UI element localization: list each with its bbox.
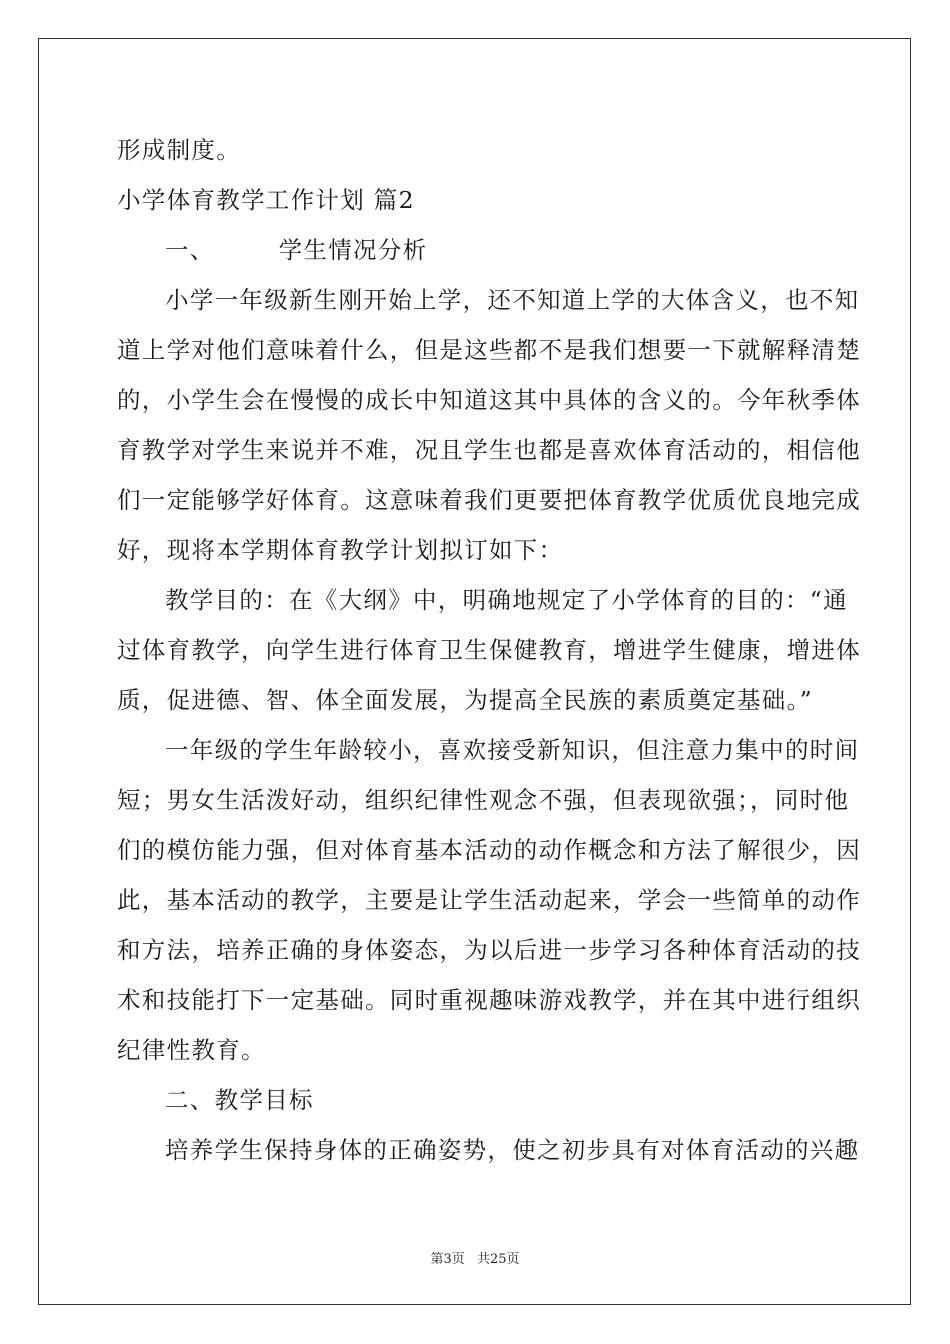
text-line: 此，基本活动的教学，主要是让学生活动起来，学会一些简单的动作	[117, 886, 861, 914]
heading-line	[165, 235, 427, 265]
text-line: 形成制度。	[117, 136, 241, 164]
text-line: 一年级的学生年龄较小，喜欢接受新知识，但注意力集中的时间	[165, 736, 860, 764]
text-line: 的，小学生会在慢慢的成长中知道这其中具体的含义的。今年秋季体	[117, 386, 861, 414]
page-footer	[0, 1248, 950, 1267]
text-line: 和方法，培养正确的身体姿态，为以后进一步学习各种体育活动的技	[117, 936, 861, 964]
heading-number: 一、	[165, 236, 215, 264]
text-line: 过体育教学，向学生进行体育卫生保健教育，增进学生健康，增进体	[117, 636, 861, 664]
text-line: 短；男女生活泼好动，组织纪律性观念不强，但表现欲强；，同时他	[117, 786, 850, 814]
section-title: 小学体育教学工作计划 篇2	[117, 186, 415, 214]
heading-line: 二、教学目标	[165, 1086, 314, 1114]
text-line: 好，现将本学期体育教学计划拟订如下：	[117, 536, 564, 564]
text-line: 道上学对他们意味着什么，但是这些都不是我们想要一下就解释清楚	[117, 336, 861, 364]
page-number: 第3页	[430, 1252, 465, 1267]
text-line: 育教学对学生来说并不难，况且学生也都是喜欢体育活动的，相信他	[117, 436, 861, 464]
text-line: 们的模仿能力强，但对体育基本活动的动作概念和方法了解很少，因	[117, 836, 861, 864]
page-total: 共25页	[476, 1252, 520, 1267]
text-line: 教学目的：在《大纲》中，明确地规定了小学体育的目的：“通	[165, 586, 848, 614]
text-line: 术和技能打下一定基础。同时重视趣味游戏教学，并在其中进行组织	[117, 986, 861, 1014]
text-line: 培养学生保持身体的正确姿势，使之初步具有对体育活动的兴趣	[165, 1136, 860, 1164]
text-line: 小学一年级新生刚开始上学，还不知道上学的大体含义，也不知	[165, 286, 860, 314]
heading-text: 学生情况分析	[278, 236, 428, 264]
text-line: 们一定能够学好体育。这意味着我们更要把体育教学优质优良地完成	[117, 486, 861, 514]
text-line: 质，促进德、智、体全面发展，为提高全民族的素质奠定基础。”	[117, 686, 813, 714]
text-line: 纪律性教育。	[117, 1036, 266, 1064]
